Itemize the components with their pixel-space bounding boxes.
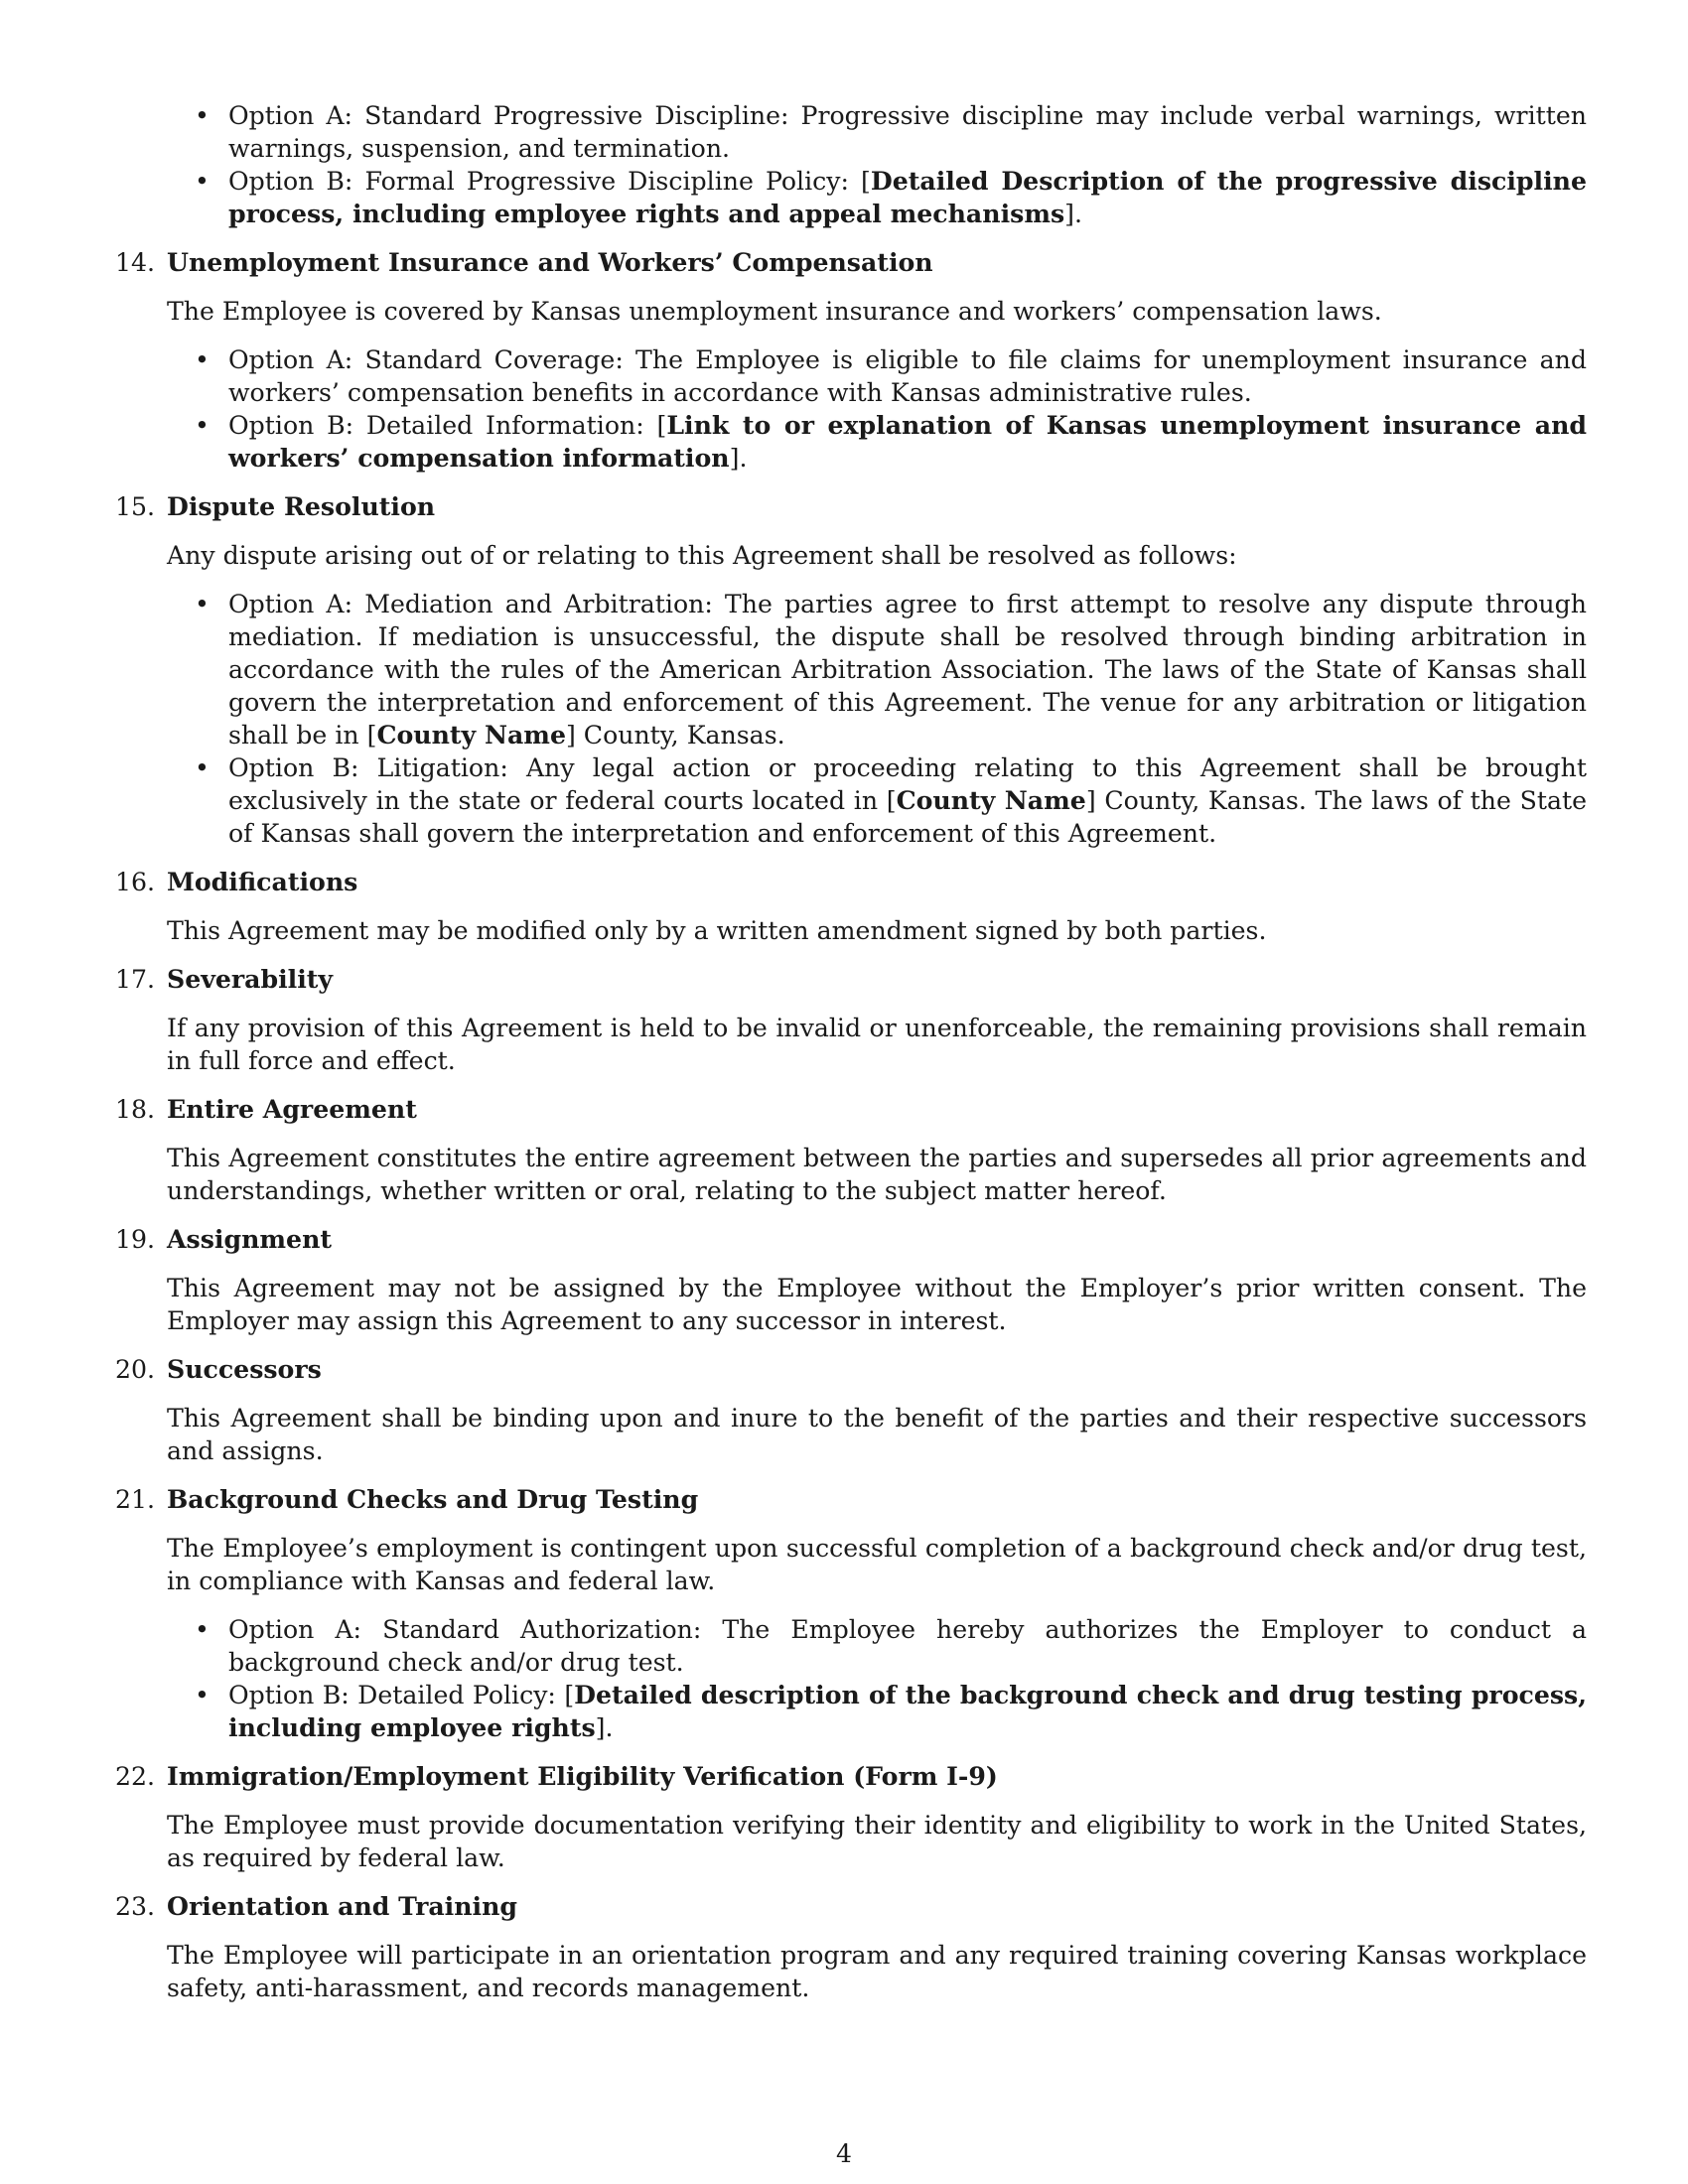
section-text: This Agreement may be modified only by a written amendment signed by both parties. [167,916,1267,945]
section-title: Immigration/Employment Eligibility Verification (Form I-9) [167,1761,998,1791]
section-title: Severability [167,964,334,994]
section-14-unemployment-insurance [114,246,1587,475]
section-text: This Agreement shall be binding upon and inure to the benefit of the parties and their respective successors and assigns. [167,1404,1587,1465]
option-a-progressive-discipline: • Option A: Standard Progressive Discipline: Progressive discipline may include verbal warnings, written warnings, suspension, and termination. [167,99,1587,165]
section-number: 18. [114,1095,155,1124]
section-options [167,343,1587,475]
section-number: 15. [114,492,155,521]
section-text: Any dispute arising out of or relating to this Agreement shall be resolved as follows: [167,541,1237,570]
county-name-placeholder: County Name [376,720,566,750]
option-b-formal-discipline-policy: • Option B: Formal Progressive Discipline Policy: [Detailed Description of the progressive discipline process, including employee rights and appeal mechanisms]. [167,165,1587,230]
option-b-litigation: • Option B: Litigation: Any legal action or proceeding relating to this Agreement shall be brought exclusively in the state or federal courts located in [County Name] County, Kansas. The laws of the State of Kansas shall govern the interpretation and enforcement of this Agreement. [167,751,1587,850]
section-number: 22. [114,1762,155,1791]
option-b-detailed-policy: • Option B: Detailed Policy: [Detailed description of the background check and drug testing process, including employee rights]. [167,1679,1587,1744]
section-title: Background Checks and Drug Testing [167,1484,699,1514]
section-15-dispute-resolution [114,490,1588,850]
section-text: The Employee will participate in an orientation program and any required training covering Kansas workplace safety, anti-harassment, and records management. [167,1941,1587,2002]
document-body [114,99,1588,2004]
section-text: The Employee is covered by Kansas unemployment insurance and workers’ compensation laws. [167,297,1382,326]
section-title: Dispute Resolution [167,491,436,521]
option-a-standard-authorization: • Option A: Standard Authorization: The Employee hereby authorizes the Employer to conduct a background check and/or drug test. [167,1613,1587,1679]
section-21-background-checks [114,1483,1587,1744]
section-text: This Agreement may not be assigned by the Employee without the Employer’s prior written consent. The Employer may assign this Agreement to any successor in interest. [167,1274,1587,1335]
section-text: This Agreement constitutes the entire agreement between the parties and supersedes all prior agreements and understandings, whether written or oral, relating to the subject matter hereof. [167,1144,1587,1205]
section-19-assignment [114,1223,1587,1337]
section-options [167,588,1587,850]
option-a-standard-coverage: • Option A: Standard Coverage: The Employee is eligible to file claims for unemployment insurance and workers’ compensation benefits in accordance with Kansas administrative rules. [167,343,1587,409]
county-name-placeholder: County Name [896,785,1086,815]
section-text: The Employee must provide documentation verifying their identity and eligibility to work in the United States, as required by federal law. [167,1811,1587,1872]
section-title: Orientation and Training [167,1891,518,1921]
section-title: Modifications [167,867,358,896]
section-number: 21. [114,1485,155,1514]
section-text: If any provision of this Agreement is held to be invalid or unenforceable, the remaining provisions shall remain in full force and effect. [167,1014,1587,1075]
progressive-discipline-options [167,99,1587,230]
section-20-successors [114,1353,1587,1467]
section-18-entire-agreement [114,1093,1587,1207]
section-number: 23. [114,1892,155,1921]
section-number: 16. [114,868,155,896]
option-a-mediation-arbitration: • Option A: Mediation and Arbitration: The parties agree to first attempt to resolve any dispute through mediation. If mediation is unsuccessful, the dispute shall be resolved through binding arbitration in accordance with the rules of the American Arbitration Association. The laws of the State of Kansas shall govern the interpretation and enforcement of this Agreement. The venue for any arbitration or litigation shall be in [County Name] County, Kansas. [167,588,1587,751]
page-number: 4 [836,2139,852,2168]
section-number: 20. [114,1355,155,1384]
option-b-detailed-information: • Option B: Detailed Information: [Link to or explanation of Kansas unemployment insurance and workers’ compensation information]. [167,409,1587,475]
section-22-immigration-verification [114,1760,1587,1874]
section-text: The Employee’s employment is contingent upon successful completion of a background check and/or drug test, in compliance with Kansas and federal law. [167,1534,1587,1595]
section-title: Unemployment Insurance and Workers’ Compensation [167,247,933,277]
section-number: 19. [114,1225,155,1254]
section-23-orientation-training [114,1890,1587,2004]
section-title: Assignment [167,1224,333,1254]
section-16-modifications [114,866,1587,947]
section-17-severability [114,963,1587,1077]
section-number: 17. [114,965,155,994]
section-title: Entire Agreement [167,1094,417,1124]
section-number: 14. [114,248,155,277]
section-options [167,1613,1587,1744]
section-title: Successors [167,1354,322,1384]
